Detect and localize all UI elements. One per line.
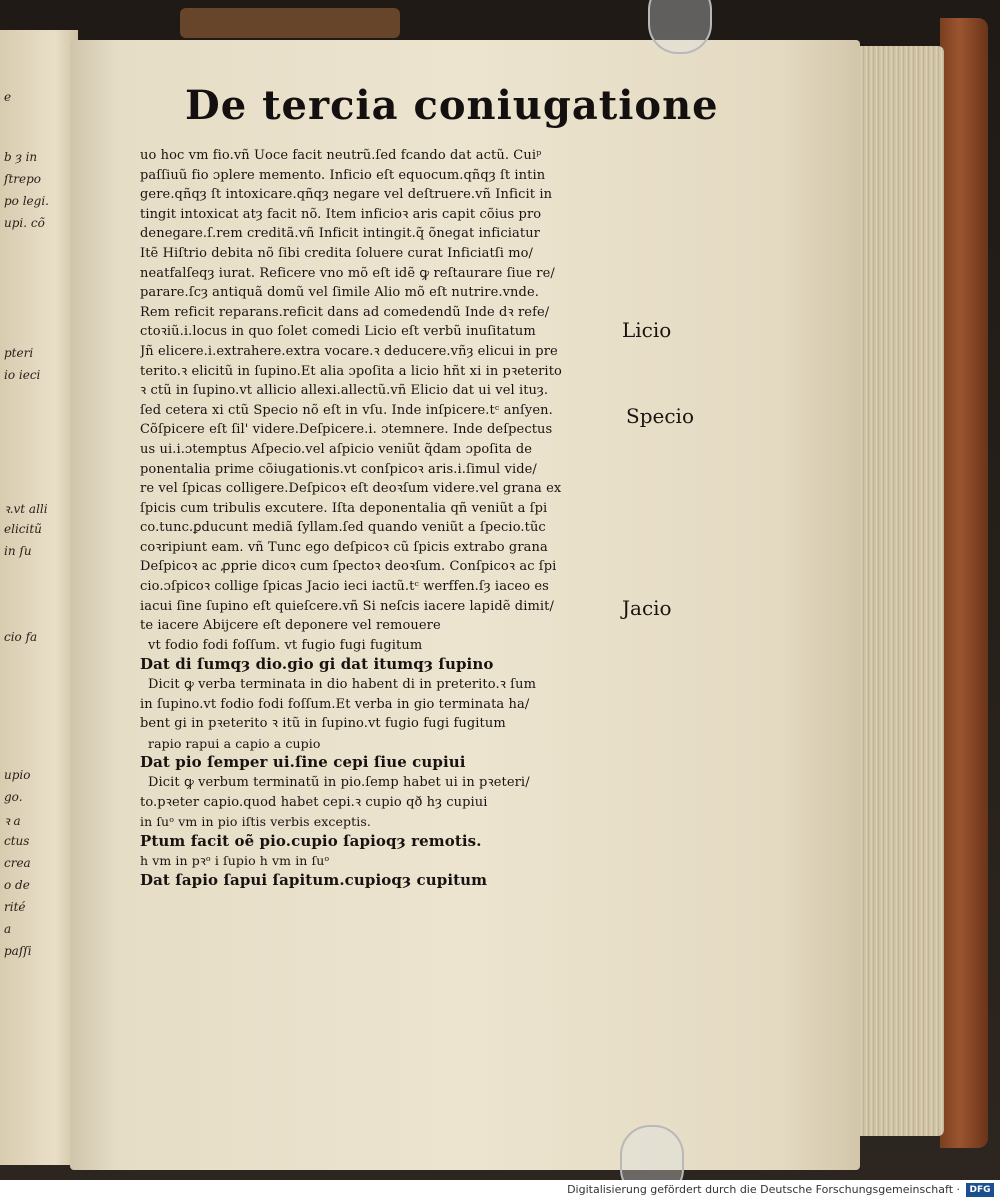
text-line: Jñ elicere.i.extrahere.extra vocare.ꝛ deducere.vñȝ elicui in pre bbox=[140, 343, 558, 359]
text-line: Dat ſapio ſapui ſapitum.cupioqȝ cupitum bbox=[140, 870, 488, 889]
text-line: ctoꝛiũ.i.locus in quo ſolet comedi Licio eſt verbũ inuſitatum bbox=[140, 324, 536, 340]
text-line: Itẽ Hiſtrio debita nõ ſibi credita ſoluere curat Inficiatſi mo/ bbox=[140, 245, 534, 261]
text-line: ponentalia prime cõiugationis.vt conſpicoꝛ aris.i.ſimul vide/ bbox=[140, 461, 537, 477]
left-page-fragment: e bbox=[4, 90, 12, 104]
text-line: te iacere Abijcere eſt deponere vel remouere bbox=[140, 618, 441, 634]
left-page-fragment: ꝛ a bbox=[4, 814, 21, 828]
footer-bar bbox=[0, 1180, 1000, 1201]
text-line: in ſuᵒ vm in pio iſtis verbis exceptis. bbox=[140, 814, 371, 830]
text-line: to.pꝛeter capio.quod habet cepi.ꝛ cupio qð hȝ cupiui bbox=[140, 794, 488, 810]
text-line: ſed cetera xi ctũ Specio nõ eſt in vſu. Inde inſpicere.tᶜ anſyen. bbox=[140, 402, 553, 418]
left-page-fragment: go. bbox=[4, 790, 23, 804]
left-page-fragment: io ieci bbox=[4, 368, 41, 382]
text-line: gere.qñqȝ ſt intoxicare.qñqȝ negare vel deſtruere.vñ Inficit in bbox=[140, 187, 553, 203]
text-line: Dat pio ſemper ui.ſine cepi ſiue cupiui bbox=[140, 753, 466, 772]
text-line: paſſiuũ fio ɔplere memento. Inficio eſt equocum.qñqȝ ſt intin bbox=[140, 167, 546, 183]
text-line: parare.ſcȝ antiquã domũ vel ſimile Alio mõ eſt nutrire.vnde. bbox=[140, 285, 539, 301]
text-line: coꝛripiunt eam. vñ Tunc ego deſpicoꝛ cũ ſpicis extrabo grana bbox=[140, 539, 548, 555]
dfg-logo: DFG bbox=[966, 1183, 994, 1197]
leather-cover bbox=[940, 18, 988, 1148]
text-line: neatfalſeqȝ iurat. Reficere vno mõ eſt idẽ ꝙ reſtaurare ſiue re/ bbox=[140, 265, 555, 281]
text-line: bent gi in pꝛeterito ꝛ itũ in ſupino.vt fugio fugi fugitum bbox=[140, 716, 506, 732]
left-page-fragment: o de bbox=[4, 878, 30, 892]
text-line: uo hoc vm fio.vñ Uoce facit neutrũ.ſed fcando dat actũ. Cuiᵖ bbox=[140, 148, 542, 163]
text-line: cio.ɔſpicoꝛ collige ſpicas Jacio ieci iactũ.tᶜ werffen.ſȝ iaceo es bbox=[140, 579, 549, 595]
left-page-fragment: ſtrepo bbox=[4, 172, 42, 186]
text-line: vt fodio fodi foſſum. vt fugio fugi fugitum bbox=[148, 637, 423, 653]
left-page bbox=[0, 30, 78, 1165]
text-line: co.tunc.ꝑducunt mediã ſyllam.ſed quando veniũt a ſpecio.tũc bbox=[140, 520, 546, 536]
text-line: denegare.ſ.rem creditã.vñ Inficit intingit.q̃ õnegat inficiatur bbox=[140, 226, 540, 242]
left-page-fragment: crea bbox=[4, 856, 31, 870]
left-page-fragment: cio fa bbox=[4, 630, 38, 644]
left-page-fragment: ctus bbox=[4, 834, 30, 848]
text-line: Cõſpicere eſt ſil' videre.Deſpicere.i. ɔtemnere. Inde deſpectus bbox=[140, 422, 553, 438]
text-line: rapio rapui a capio a cupio bbox=[148, 735, 321, 751]
left-page-fragment: po legi. bbox=[4, 194, 49, 208]
left-page-fragment: b ȝ in bbox=[4, 150, 38, 164]
left-page-fragment: upio bbox=[4, 768, 31, 782]
left-page-fragment: pteri bbox=[4, 346, 34, 360]
book-strap bbox=[180, 8, 400, 38]
left-page-fragment: upi. cõ bbox=[4, 216, 45, 230]
text-line: in ſupino.vt fodio fodi foſſum.Et verba in gio terminata ha/ bbox=[140, 696, 530, 712]
left-page-fragment: ꝛ.vt alli bbox=[4, 502, 48, 516]
body-text bbox=[140, 146, 635, 891]
text-line: Deſpicoꝛ ac ꝓprie dicoꝛ cum ſpectoꝛ deoꝛſum. Conſpicoꝛ ac ſpi bbox=[140, 559, 557, 575]
page-clip-top bbox=[648, 0, 712, 54]
text-line: iacui ſine ſupino eſt quieſcere.vñ Si neſcis iacere lapidẽ dimit/ bbox=[140, 598, 554, 614]
left-page-fragment: in ſu bbox=[4, 544, 32, 558]
show-through-text bbox=[668, 700, 672, 721]
left-page-fragment: paſſi bbox=[4, 944, 32, 958]
text-line: re vel ſpicas colligere.Deſpicoꝛ eſt deoꝛſum videre.vel grana ex bbox=[140, 481, 562, 497]
margin-note-licio: Licio bbox=[622, 318, 672, 342]
text-line: h vm in pꝛᵒ i ſupio h vm in ſuᵒ bbox=[140, 853, 330, 869]
text-line: tingit intoxicat atȝ facit nõ. Item inficioꝛ aris capit cõius pro bbox=[140, 206, 542, 222]
text-line: Rem reficit reparans.reficit dans ad comedendũ Inde dꝛ refe/ bbox=[140, 304, 550, 320]
margin-note-jacio: Jacio bbox=[622, 596, 672, 620]
left-page-fragment: elicitũ bbox=[4, 522, 42, 536]
text-line: Dat di ſumqȝ dio.gio gi dat itumqȝ ſupino bbox=[140, 655, 494, 674]
text-line: Dicit ꝙ verba terminata in dio habent di in preterito.ꝛ ſum bbox=[148, 677, 536, 693]
text-line: ꝛ ctũ in ſupino.vt allicio allexi.allectũ.vñ Elicio dat ui vel ituȝ. bbox=[140, 383, 549, 399]
margin-note-specio: Specio bbox=[626, 404, 694, 428]
text-line: us ui.i.ɔtemptus Aſpecio.vel aſpicio veniũt q̃dam ɔpoſita de bbox=[140, 441, 533, 457]
left-page-fragment: rité bbox=[4, 900, 26, 914]
text-line: Dicit ꝙ verbum terminatũ in pio.ſemp habet ui in pꝛeteri/ bbox=[148, 775, 530, 790]
page-title: De tercia coniugatione bbox=[185, 82, 719, 129]
left-page-fragment: a bbox=[4, 922, 12, 936]
text-line: ſpicis cum tribulis excutere. Iſta deponentalia qñ veniũt a ſpi bbox=[140, 500, 548, 516]
footer-credit: Digitalisierung gefördert durch die Deutsche Forschungsgemeinschaft · bbox=[567, 1183, 960, 1196]
text-line: terito.ꝛ elicitũ in ſupino.Et alia ɔpoſita a licio hñt xi in pꝛeterito bbox=[140, 363, 562, 379]
text-line: Ptum facit oẽ pio.cupio ſapioqȝ remotis. bbox=[140, 831, 482, 850]
